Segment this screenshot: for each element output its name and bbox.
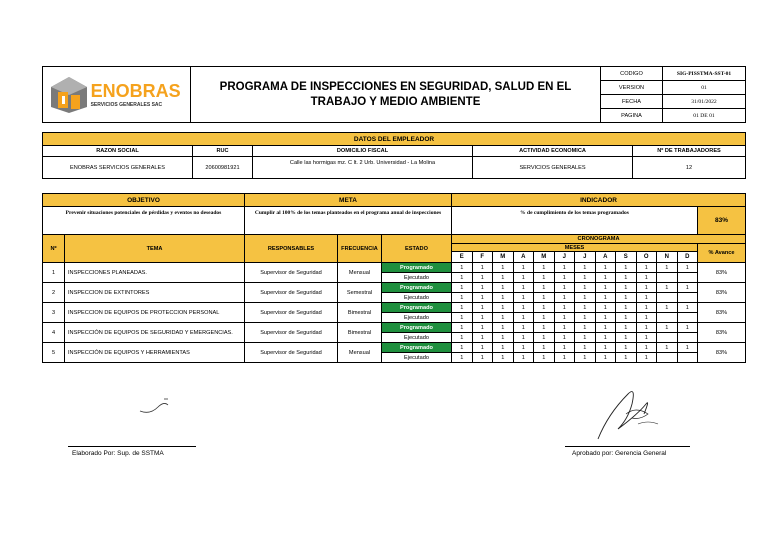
- employer-value-trabajadores: 12: [633, 157, 746, 179]
- cell-programado: 1: [595, 343, 616, 353]
- employer-value-domicilio: Calle las hormigas mz. C lt. 2 Urb. Universidad - La Molina: [253, 157, 473, 179]
- table-row: [43, 303, 746, 313]
- row-avance: 83%: [698, 343, 746, 363]
- col-no-header: Nº: [43, 235, 65, 263]
- row-responsables: Supervisor de Seguridad: [245, 303, 338, 323]
- cell-programado: 1: [616, 263, 637, 273]
- col-tema-header: TEMA: [65, 235, 245, 263]
- signature-right-icon: [588, 384, 668, 444]
- indicador-header: INDICADOR: [452, 194, 746, 207]
- cell-ejecutado: 1: [595, 313, 616, 323]
- cell-ejecutado: 1: [534, 293, 555, 303]
- cell-ejecutado: [677, 333, 698, 343]
- cell-programado: 1: [657, 303, 678, 313]
- cell-programado: 1: [513, 303, 534, 313]
- cell-programado: 1: [595, 323, 616, 333]
- logo-text: ENOBRAS: [90, 81, 181, 101]
- employer-header-trabajadores: Nº DE TRABAJADORES: [633, 146, 746, 157]
- cell-programado: 1: [616, 303, 637, 313]
- employer-table: [42, 132, 746, 179]
- row-estado-programado: Programado: [382, 323, 452, 333]
- meta-label-pagina: PAGINA: [601, 109, 663, 123]
- cell-programado: 1: [595, 283, 616, 293]
- cell-ejecutado: 1: [554, 313, 575, 323]
- cell-ejecutado: 1: [636, 333, 657, 343]
- signature-line-right: [565, 446, 690, 447]
- cell-programado: 1: [554, 343, 575, 353]
- cell-programado: 1: [575, 263, 596, 273]
- program-rows: [43, 263, 746, 363]
- cell-ejecutado: [657, 273, 678, 283]
- cell-programado: 1: [554, 283, 575, 293]
- cell-programado: 1: [534, 283, 555, 293]
- meta-label-codigo: CODIGO: [601, 67, 663, 81]
- cronograma-header: CRONOGRAMA: [452, 235, 746, 244]
- cell-programado: 1: [513, 263, 534, 273]
- cell-programado: 1: [493, 263, 514, 273]
- row-responsables: Supervisor de Seguridad: [245, 343, 338, 363]
- cell-ejecutado: 1: [595, 293, 616, 303]
- row-estado-programado: Programado: [382, 343, 452, 353]
- cell-ejecutado: 1: [575, 333, 596, 343]
- row-number: 2: [43, 283, 65, 303]
- cell-programado: 1: [472, 343, 493, 353]
- meta-value-version: 01: [663, 81, 746, 95]
- row-number: 3: [43, 303, 65, 323]
- row-responsables: Supervisor de Seguridad: [245, 323, 338, 343]
- cell-ejecutado: 1: [616, 333, 637, 343]
- cell-programado: 1: [472, 303, 493, 313]
- month-header: J: [554, 252, 575, 263]
- cell-ejecutado: 1: [472, 293, 493, 303]
- cell-ejecutado: 1: [616, 313, 637, 323]
- cell-ejecutado: [657, 333, 678, 343]
- cell-ejecutado: 1: [636, 353, 657, 363]
- cell-ejecutado: [677, 293, 698, 303]
- cell-ejecutado: 1: [595, 333, 616, 343]
- signature-right-label: Aprobado por: Gerencia General: [572, 450, 667, 457]
- cell-programado: 1: [472, 283, 493, 293]
- row-estado-ejecutado: Ejecutado: [382, 333, 452, 343]
- program-table: [42, 193, 746, 363]
- enobras-logo-icon: [49, 75, 89, 115]
- employer-header-domicilio: DOMICILIO FISCAL: [253, 146, 473, 157]
- month-header: M: [493, 252, 514, 263]
- cell-programado: 1: [657, 323, 678, 333]
- month-header: J: [575, 252, 596, 263]
- row-estado-ejecutado: Ejecutado: [382, 293, 452, 303]
- meta-value-pagina: 01 DE 01: [663, 109, 746, 123]
- cell-ejecutado: 1: [472, 353, 493, 363]
- cell-ejecutado: 1: [616, 293, 637, 303]
- cell-programado: 1: [616, 283, 637, 293]
- logo-cell: [43, 67, 191, 123]
- cell-programado: 1: [677, 343, 698, 353]
- row-number: 4: [43, 323, 65, 343]
- employer-value-razon: ENOBRAS SERVICIOS GENERALES: [43, 157, 193, 179]
- cell-ejecutado: [657, 353, 678, 363]
- row-estado-ejecutado: Ejecutado: [382, 273, 452, 283]
- cell-programado: 1: [677, 303, 698, 313]
- cell-programado: 1: [452, 263, 473, 273]
- cell-programado: 1: [472, 323, 493, 333]
- cell-programado: 1: [493, 343, 514, 353]
- cell-programado: 1: [452, 323, 473, 333]
- meta-text: Cumplir al 100% de los temas planteados en el programa anual de inspecciones: [245, 207, 452, 235]
- employer-value-ruc: 20600981921: [193, 157, 253, 179]
- cell-programado: 1: [493, 283, 514, 293]
- row-responsables: Supervisor de Seguridad: [245, 263, 338, 283]
- cell-ejecutado: 1: [534, 313, 555, 323]
- row-tema: INSPECCION DE EXTINTORES: [65, 283, 245, 303]
- row-tema: INSPECCIÓN DE EQUIPOS Y HERRAMIENTAS: [65, 343, 245, 363]
- month-header: S: [616, 252, 637, 263]
- cell-programado: 1: [636, 323, 657, 333]
- cell-ejecutado: 1: [452, 293, 473, 303]
- cell-programado: 1: [657, 283, 678, 293]
- cell-ejecutado: 1: [554, 273, 575, 283]
- month-header: N: [657, 252, 678, 263]
- table-row: [43, 283, 746, 293]
- row-estado-programado: Programado: [382, 303, 452, 313]
- month-header: D: [677, 252, 698, 263]
- cell-ejecutado: 1: [472, 313, 493, 323]
- cell-programado: 1: [636, 283, 657, 293]
- meta-value-codigo: SIG-PISSTMA-SST-01: [663, 67, 746, 81]
- meta-value-fecha: 31/01/2022: [663, 95, 746, 109]
- cell-programado: 1: [677, 263, 698, 273]
- cell-programado: 1: [677, 283, 698, 293]
- row-estado-programado: Programado: [382, 283, 452, 293]
- cell-ejecutado: 1: [472, 333, 493, 343]
- row-frecuencia: Mensual: [338, 263, 382, 283]
- cell-programado: 1: [493, 303, 514, 313]
- table-row: [43, 323, 746, 333]
- row-tema: INSPECCIÓN DE EQUIPOS DE SEGURIDAD Y EMERGENCIAS.: [65, 323, 245, 343]
- month-header: A: [595, 252, 616, 263]
- meta-header: META: [245, 194, 452, 207]
- avance-header: % Avance: [698, 244, 746, 263]
- cell-programado: 1: [472, 263, 493, 273]
- cell-ejecutado: [657, 313, 678, 323]
- row-tema: INSPECCIONES PLANEADAS.: [65, 263, 245, 283]
- cell-programado: 1: [534, 323, 555, 333]
- row-frecuencia: Bimestral: [338, 303, 382, 323]
- employer-header-actividad: ACTIVIDAD ECONOMICA: [473, 146, 633, 157]
- row-frecuencia: Mensual: [338, 343, 382, 363]
- cell-ejecutado: 1: [616, 273, 637, 283]
- cell-ejecutado: 1: [452, 353, 473, 363]
- cell-programado: 1: [513, 323, 534, 333]
- cell-ejecutado: 1: [452, 333, 473, 343]
- meses-header: MESES: [452, 244, 698, 252]
- month-header: A: [513, 252, 534, 263]
- row-estado-ejecutado: Ejecutado: [382, 313, 452, 323]
- employer-header-ruc: RUC: [193, 146, 253, 157]
- cell-programado: 1: [657, 343, 678, 353]
- logo-subtext: SERVICIOS GENERALES SAC: [90, 102, 163, 108]
- cell-programado: 1: [534, 303, 555, 313]
- row-tema: INSPECCION DE EQUIPOS DE PROTECCION PERSONAL: [65, 303, 245, 323]
- meta-label-fecha: FECHA: [601, 95, 663, 109]
- cell-programado: 1: [636, 343, 657, 353]
- cell-ejecutado: 1: [493, 273, 514, 283]
- row-estado-programado: Programado: [382, 263, 452, 273]
- cell-ejecutado: 1: [575, 293, 596, 303]
- cell-ejecutado: 1: [534, 353, 555, 363]
- employer-header-razon: RAZON SOCIAL: [43, 146, 193, 157]
- table-row: [43, 343, 746, 353]
- document-header: [42, 66, 746, 123]
- cell-ejecutado: 1: [513, 333, 534, 343]
- cell-ejecutado: 1: [575, 353, 596, 363]
- cell-ejecutado: 1: [554, 333, 575, 343]
- cell-programado: 1: [575, 343, 596, 353]
- cell-ejecutado: 1: [595, 353, 616, 363]
- row-estado-ejecutado: Ejecutado: [382, 353, 452, 363]
- cell-programado: 1: [575, 303, 596, 313]
- page-title: PROGRAMA DE INSPECCIONES EN SEGURIDAD, SALUD EN EL TRABAJO Y MEDIO AMBIENTE: [191, 67, 601, 123]
- cell-ejecutado: 1: [554, 353, 575, 363]
- cell-programado: 1: [575, 323, 596, 333]
- row-avance: 83%: [698, 283, 746, 303]
- cell-ejecutado: 1: [493, 293, 514, 303]
- meta-label-version: VERSION: [601, 81, 663, 95]
- cell-ejecutado: 1: [636, 313, 657, 323]
- cell-ejecutado: 1: [595, 273, 616, 283]
- cell-ejecutado: 1: [554, 293, 575, 303]
- cell-programado: 1: [513, 343, 534, 353]
- cell-ejecutado: 1: [636, 273, 657, 283]
- cell-programado: 1: [534, 343, 555, 353]
- cell-programado: 1: [595, 263, 616, 273]
- col-responsables-header: RESPONSABLES: [245, 235, 338, 263]
- cell-ejecutado: 1: [452, 273, 473, 283]
- cell-programado: 1: [513, 283, 534, 293]
- cell-ejecutado: [677, 313, 698, 323]
- cell-programado: 1: [452, 283, 473, 293]
- cell-ejecutado: [677, 273, 698, 283]
- cell-ejecutado: 1: [534, 273, 555, 283]
- cell-ejecutado: 1: [534, 333, 555, 343]
- col-estado-header: ESTADO: [382, 235, 452, 263]
- cell-programado: 1: [636, 303, 657, 313]
- cell-ejecutado: 1: [616, 353, 637, 363]
- row-responsables: Supervisor de Seguridad: [245, 283, 338, 303]
- employer-value-actividad: SERVICIOS GENERALES: [473, 157, 633, 179]
- objetivo-header: OBJETIVO: [43, 194, 245, 207]
- cell-programado: 1: [554, 323, 575, 333]
- indicador-value: 83%: [698, 207, 746, 235]
- cell-ejecutado: 1: [636, 293, 657, 303]
- cell-ejecutado: 1: [493, 313, 514, 323]
- cell-ejecutado: 1: [513, 313, 534, 323]
- cell-programado: 1: [554, 263, 575, 273]
- cell-programado: 1: [493, 323, 514, 333]
- cell-programado: 1: [452, 303, 473, 313]
- row-frecuencia: Bimestral: [338, 323, 382, 343]
- cell-programado: 1: [452, 343, 473, 353]
- row-avance: 83%: [698, 323, 746, 343]
- signature-line-left: [68, 446, 196, 447]
- table-row: [43, 263, 746, 273]
- cell-programado: 1: [616, 343, 637, 353]
- cell-ejecutado: 1: [513, 293, 534, 303]
- signature-left-label: Elaborado Por: Sup. de SSTMA: [72, 450, 164, 457]
- cell-programado: 1: [554, 303, 575, 313]
- objetivo-text: Prevenir situaciones potenciales de pérdidas y eventos no deseados: [43, 207, 245, 235]
- cell-programado: 1: [575, 283, 596, 293]
- cell-ejecutado: 1: [472, 273, 493, 283]
- cell-ejecutado: 1: [452, 313, 473, 323]
- cell-programado: 1: [616, 323, 637, 333]
- row-avance: 83%: [698, 303, 746, 323]
- col-frecuencia-header: FRECUENCIA: [338, 235, 382, 263]
- row-avance: 83%: [698, 263, 746, 283]
- month-header: O: [636, 252, 657, 263]
- employer-title: DATOS DEL EMPLEADOR: [43, 133, 746, 146]
- row-number: 5: [43, 343, 65, 363]
- cell-programado: 1: [657, 263, 678, 273]
- cell-ejecutado: 1: [493, 353, 514, 363]
- cell-ejecutado: [677, 353, 698, 363]
- cell-programado: 1: [636, 263, 657, 273]
- month-header: F: [472, 252, 493, 263]
- cell-ejecutado: 1: [575, 313, 596, 323]
- month-header: E: [452, 252, 473, 263]
- cell-programado: 1: [534, 263, 555, 273]
- row-number: 1: [43, 263, 65, 283]
- cell-programado: 1: [677, 323, 698, 333]
- cell-ejecutado: 1: [513, 353, 534, 363]
- cell-programado: 1: [595, 303, 616, 313]
- month-header: M: [534, 252, 555, 263]
- cell-ejecutado: [657, 293, 678, 303]
- cell-ejecutado: 1: [513, 273, 534, 283]
- signature-left-icon: [138, 395, 178, 417]
- cell-ejecutado: 1: [493, 333, 514, 343]
- indicador-text: % de cumplimiento de los temas programados: [452, 207, 698, 235]
- cell-ejecutado: 1: [575, 273, 596, 283]
- row-frecuencia: Semestral: [338, 283, 382, 303]
